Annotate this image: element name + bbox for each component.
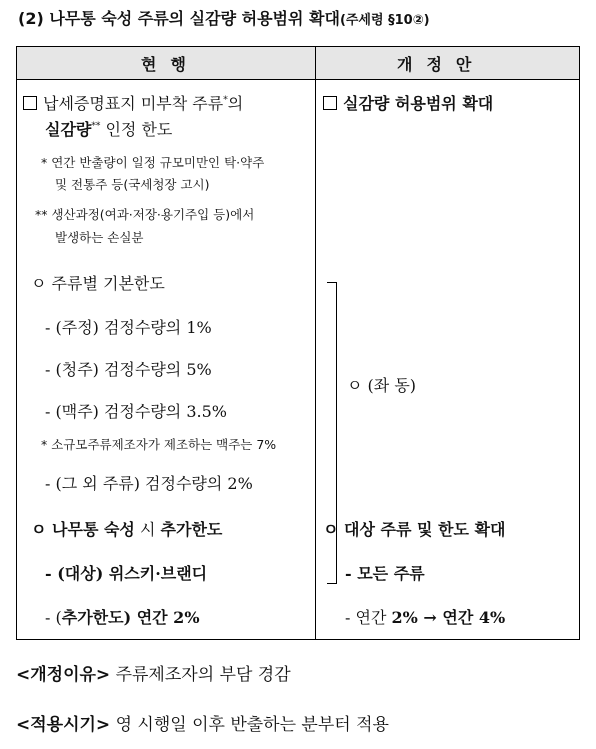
comparison-table [16,46,580,640]
note2-line1: ** 생산과정(여과·저장·용기주입 등)에서 [35,207,255,222]
row-other: - (그 외 주류) 검정수량의 2% [45,474,253,493]
title-main: (2) 나무통 숙성 주류의 실감량 허용범위 확대 [18,9,340,28]
extra-limit-line: - (추가한도) 연간 2% [45,608,200,627]
left-item1-line1: 납세증명표지 미부착 주류*의 [23,91,243,114]
header-revised: 개정안 [397,55,486,74]
column-divider [315,47,316,639]
row-cheongju: - (청주) 검정수량의 5% [45,360,212,379]
note1-line1: * 연간 반출량이 일정 규모미만인 탁·약주 [41,155,265,170]
basic-limit-heading: ㅇ 주류별 기본한도 [31,274,165,293]
table-header [17,47,579,80]
row-jujeong: - (주정) 검정수량의 1% [45,318,212,337]
right-same: ㅇ (좌 동) [347,376,417,395]
right-expand: ㅇ 대상 주류 및 한도 확대 [323,520,506,539]
reason-line: <개정이유> 주류제조자의 부담 경감 [16,665,291,685]
row-maekju: - (맥주) 검정수량의 3.5% [45,402,227,421]
note2-line2: 발생하는 손실분 [55,230,144,245]
checkbox-square-icon [323,96,337,110]
title-ref: (주세령 §10②) [339,13,430,28]
note1-line2: 및 전통주 등(국세청장 고시) [55,177,210,192]
header-current: 현행 [141,55,200,74]
checkbox-square-icon [23,96,37,110]
right-change: - 연간 2% → 연간 4% [345,608,506,627]
right-item1: 실감량 허용범위 확대 [323,91,493,114]
note3: * 소규모주류제조자가 제조하는 맥주는 7% [41,437,277,452]
apply-line: <적용시기> 영 시행일 이후 반출하는 분부터 적용 [16,715,389,735]
left-item1-line2: 실감량** 인정 한도 [45,120,173,139]
target-line: - (대상) 위스키·브랜디 [45,564,208,583]
right-all-liquor: - 모든 주류 [345,564,425,583]
page-title [18,6,430,29]
extra-limit-heading: ㅇ 나무통 숙성 시 추가한도 [31,520,223,539]
